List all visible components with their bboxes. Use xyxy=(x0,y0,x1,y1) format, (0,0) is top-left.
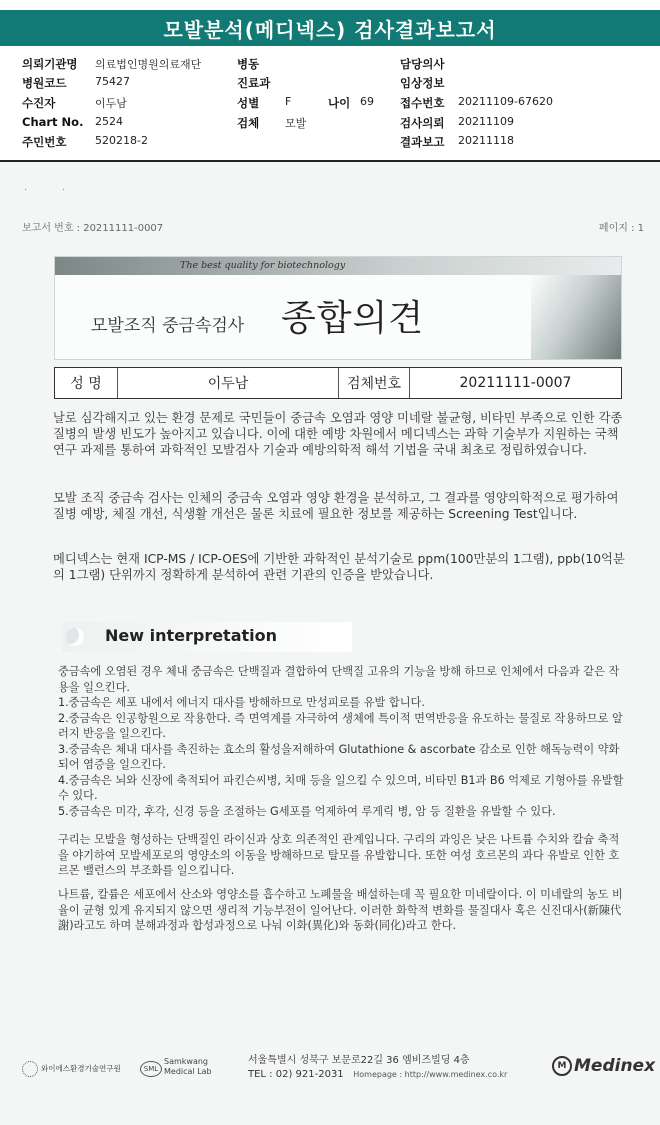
new-interpretation-heading: New interpretation xyxy=(105,626,278,645)
medinex-logo xyxy=(552,1056,655,1076)
name-label: 성 명 xyxy=(55,368,118,398)
chart-label: Chart No. xyxy=(22,115,84,129)
doctor-label: 담당의사 xyxy=(400,57,445,71)
receipt-label: 접수번호 xyxy=(400,96,445,110)
banner-heading: 종합의견 xyxy=(281,298,425,339)
rrn-label: 주민번호 xyxy=(22,135,67,149)
interpretation-paragraph: 중금속에 오염된 경우 체내 중금속은 단백질과 결합하여 단백질 고유의 기능을 방해 하므로 인체에서 다음과 같은 작용을 일으킨다. 1.중금속은 세포 내에서 에너지 대사를 방해하므로 만성피로를 유발 합니다. 2.중금속은 인공항원으로 작용한다. 즉 면역계를 자극하여 생체에 특이적 면역반응을 유도하는 물질로 작용하므로 알러지 반응을 일으킨다. 3.중금속은 체내 대사를 촉진하는 효소의 활성을저해하여 Glutathione & ascorbate 감소로 인한 해독능력이 약화되어 염증을 일으킨다. 4.중금속은 뇌와 신장에 축적되어 파킨슨씨병, 치매 등을 일으킬 수 있으며, 비타민 B1과 B6 억제로 기형아를 유발할 수 있다. 5.중금속은 미각, 후각, 신경 등을 조절하는 G세포를 억제하여 루게릭 병, 암 등 질환을 유발할 수 있다. xyxy=(58,665,624,818)
specimen-value: 모발 xyxy=(285,117,307,130)
request-value: 20211109 xyxy=(458,115,514,128)
dept-label: 진료과 xyxy=(237,76,271,90)
footer-address: 서울특별시 성북구 보문로22길 36 엠비즈빌딩 4층 xyxy=(248,1055,470,1066)
result-label: 결과보고 xyxy=(400,135,445,149)
age-label: 나이 xyxy=(328,96,351,110)
specimen-id-row xyxy=(54,367,622,399)
specimen-label: 검체 xyxy=(237,116,260,130)
ys-logo-icon xyxy=(22,1061,38,1077)
ward-label: 병동 xyxy=(237,57,260,71)
rrn-value: 520218-2 xyxy=(95,134,148,147)
sml-logo-icon: SML xyxy=(140,1061,162,1077)
summary-banner xyxy=(54,256,622,360)
page-number: 페이지 : 1 xyxy=(598,223,644,234)
footer-contact xyxy=(248,1054,507,1082)
result-value: 20211118 xyxy=(458,134,514,147)
intro-paragraph: 날로 심각해지고 있는 환경 문제로 국민들이 중금속 오염과 영양 미네랄 불균형, 비타민 부족으로 인한 각종 질병의 발생 빈도가 높아지고 있습니다. 이에 대한 예방 차원에서 메디넥스는 과학 기술부가 지원하는 국책 연구 과제를 통하여 과학적인 모발검사 기술과 예방의학적 해석 기법을 국내 최초로 정립하였습니다. xyxy=(53,411,623,457)
report-title: 모발분석(메디넥스) 검사결과보고서 xyxy=(0,10,660,46)
footer xyxy=(0,1052,660,1090)
report-number: 보고서 번호 : 20211111-0007 xyxy=(22,223,164,234)
ys-lab-logo xyxy=(22,1061,121,1077)
scan-dot: · xyxy=(24,185,28,196)
banner-subtitle: 모발조직 중금속검사 xyxy=(91,316,245,336)
specimen-no-label: 검체번호 xyxy=(339,368,410,398)
moon-icon xyxy=(66,628,84,646)
sprout-image xyxy=(531,275,621,359)
banner-tagline: The best quality for biotechnology xyxy=(180,260,346,271)
patient-value: 이두남 xyxy=(95,97,127,110)
institution-label: 의뢰기관명 xyxy=(22,57,78,71)
request-label: 검사의뢰 xyxy=(400,116,445,130)
clinical-label: 임상정보 xyxy=(400,76,445,90)
sex-value: F xyxy=(285,95,292,108)
name-value: 이두남 xyxy=(118,368,339,398)
institution-value: 의료법인명원의료재단 xyxy=(95,58,202,71)
samkwang-line1: Samkwang xyxy=(164,1057,208,1066)
age-value: 69 xyxy=(360,95,374,108)
footer-tel: TEL : 02) 921-2031 xyxy=(248,1069,344,1080)
interpretation-paragraph: 나트륨, 칼륨은 세포에서 산소와 영양소를 흡수하고 노폐물을 배설하는데 꼭 필요한 미네랄이다. 이 미네랄의 농도 비율이 균형 있게 유지되지 않으면 생리적 기능부전이 일어난다. 이러한 화학적 변화를 물질대사 혹은 신진대사(新陳代謝)라고도 하며 분해과정과 합성과정으로 나눠 이화(異化)와 동화(同化)라고 한다. xyxy=(58,888,623,932)
medinex-logo-icon: M xyxy=(552,1056,572,1076)
patient-label: 수진자 xyxy=(22,96,56,110)
ys-lab-name: 와이에스환경기술연구원 xyxy=(41,1064,121,1073)
intro-paragraph: 모발 조직 중금속 검사는 인체의 중금속 오염과 영양 환경을 분석하고, 그 결과를 영양의학적으로 평가하여 질병 예방, 체질 개선, 식생활 개선은 물론 치료에 필요한 정보를 제공하는 Screening Test입니다. xyxy=(53,491,619,521)
intro-paragraph: 메디넥스는 현재 ICP-MS / ICP-OES에 기반한 과학적인 분석기술로 ppm(100만분의 1그램), ppb(10억분의 1그램) 단위까지 정확하게 분석하여 관련 기관의 인증을 받았습니다. xyxy=(53,552,625,582)
sex-label: 성별 xyxy=(237,96,260,110)
samkwang-line2: Medical Lab xyxy=(164,1067,212,1076)
patient-header xyxy=(0,50,660,162)
scan-dot: · xyxy=(62,185,66,196)
receipt-value: 20211109-67620 xyxy=(458,95,553,108)
samkwang-logo xyxy=(140,1057,212,1077)
hospital-code-label: 병원코드 xyxy=(22,76,67,90)
chart-value: 2524 xyxy=(95,115,123,128)
interpretation-paragraph: 구리는 모발을 형성하는 단백질인 라이신과 상호 의존적인 관계입니다. 구리의 과잉은 낮은 나트륨 수치와 칼슘 축적을 야기하여 모발세포로의 영양소의 이동을 방해하므로 탈모를 유발합니다. 또한 여성 호르몬의 과다 유발로 인한 호르몬 밸런스의 부조화를 일으킵니다. xyxy=(58,833,620,877)
hospital-code-value: 75427 xyxy=(95,75,130,88)
new-interpretation-header xyxy=(62,622,352,652)
footer-homepage: Homepage : http://www.medinex.co.kr xyxy=(353,1070,508,1079)
specimen-no-value: 20211111-0007 xyxy=(459,375,572,391)
medinex-brand: Medinex xyxy=(574,1056,656,1076)
